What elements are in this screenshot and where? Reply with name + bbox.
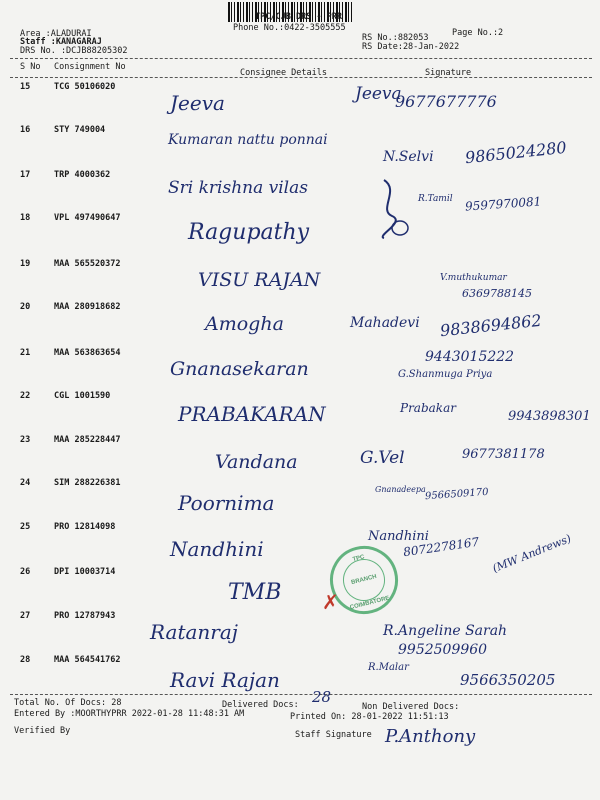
total-docs: Total No. Of Docs: 28: [14, 698, 122, 708]
consignee-name: Ravi Rajan: [170, 668, 280, 692]
header-rule: [10, 58, 592, 59]
row-sno: 21: [20, 348, 31, 358]
receiver-phone: 9943898301: [508, 409, 591, 424]
row-sno: 19: [20, 259, 31, 269]
row-sno: 20: [20, 302, 31, 312]
page-number: Page No.:2: [452, 28, 504, 38]
consignee-name: Jeeva: [170, 91, 225, 115]
row-consignment: PRO 12814098: [54, 522, 116, 532]
row-sno: 26: [20, 567, 31, 577]
verified-by: Verified By: [14, 726, 71, 736]
row-consignment: SIM 288226381: [54, 478, 121, 488]
receiver-signature: R.Malar: [368, 662, 409, 673]
receiver-phone: 9597970081: [464, 194, 542, 214]
row-sno: 16: [20, 125, 31, 135]
receiver-signature: Mahadevi: [350, 315, 420, 331]
col-sno: S No: [20, 62, 41, 72]
receiver-signature: Jeeva: [355, 84, 402, 104]
receiver-phone: 9677381178: [462, 447, 545, 462]
stamp-text: COIMBATORE: [349, 595, 391, 612]
receiver-phone: 8072278167: [402, 534, 480, 560]
signature-scribble: [370, 176, 412, 242]
consignee-name: Kumaran nattu ponnai: [168, 132, 328, 148]
receiver-phone: 9566350205: [460, 671, 556, 689]
receiver-phone: 9677677776: [395, 92, 497, 111]
stamp-text: TPC: [352, 554, 366, 564]
consignee-name: Nandhini: [170, 537, 264, 561]
receiver-signature: Gnanadeepa: [375, 485, 426, 494]
receiver-phone: 9865024280: [464, 137, 568, 168]
consignee-name: Ragupathy: [188, 220, 310, 245]
consignee-name: Amogha: [205, 313, 284, 335]
header-title: TPC/CJB DRS - PRR: [255, 12, 342, 22]
red-mark: ✗: [322, 590, 339, 614]
footer-rule: [10, 694, 592, 695]
row-consignment: MAA 564541762: [54, 655, 121, 665]
row-consignment: MAA 280918682: [54, 302, 121, 312]
area-label: Area :ALADURAI: [20, 29, 92, 39]
consignee-name: VISU RAJAN: [198, 269, 321, 291]
receiver-signature: V.muthukumar: [440, 273, 507, 283]
consignee-name: Sri krishna vilas: [168, 178, 308, 198]
staff-signature-label: Staff Signature: [295, 730, 372, 740]
printed-on: Printed On: 28-01-2022 11:51:13: [290, 712, 449, 722]
header-phone: Phone No.:0422-3505555: [233, 23, 346, 33]
receiver-signature: G.Vel: [360, 448, 405, 468]
row-sno: 18: [20, 213, 31, 223]
col-consignee: Consignee Details: [240, 68, 327, 78]
receiver-signature: R.Angeline Sarah: [383, 623, 508, 639]
receiver-signature: G.Shanmuga Priya: [398, 369, 493, 380]
consignee-name: Ratanraj: [150, 620, 238, 644]
receiver-signature: N.Selvi: [383, 149, 434, 165]
receiver-note: (MW Andrews): [490, 531, 573, 576]
consignee-name: Poornima: [178, 491, 275, 515]
row-sno: 25: [20, 522, 31, 532]
row-sno: 24: [20, 478, 31, 488]
columns-rule: [10, 77, 592, 78]
col-signature: Signature: [425, 68, 472, 78]
receiver-phone: 6369788145: [462, 287, 532, 300]
entered-by: Entered By :MOORTHYPRR 2022-01-28 11:48:31 AM: [14, 709, 245, 719]
row-sno: 22: [20, 391, 31, 401]
staff-signature: P.Anthony: [385, 726, 476, 747]
stamp-text: BRANCH: [350, 573, 378, 587]
col-consignment: Consignment No: [54, 62, 126, 72]
row-consignment: MAA 565520372: [54, 259, 121, 269]
receiver-phone: 9838694862: [439, 310, 543, 341]
receiver-signature: R.Tamil: [418, 194, 453, 204]
row-consignment: MAA 563863654: [54, 348, 121, 358]
delivered-docs-count: 28: [312, 688, 332, 706]
row-consignment: PRO 12787943: [54, 611, 116, 621]
consignee-name: PRABAKARAN: [178, 402, 326, 426]
rs-number: RS No.:882053: [362, 33, 429, 43]
delivered-docs-label: Delivered Docs:: [222, 700, 299, 710]
non-delivered-docs-label: Non Delivered Docs:: [362, 702, 460, 712]
row-consignment: TCG 50106020: [54, 82, 116, 92]
receiver-phone: 9566509170: [424, 486, 489, 503]
row-sno: 17: [20, 170, 31, 180]
consignee-name: Vandana: [215, 451, 298, 473]
row-consignment: CGL 1001590: [54, 391, 111, 401]
row-consignment: VPL 497490647: [54, 213, 121, 223]
rs-date: RS Date:28-Jan-2022: [362, 42, 460, 52]
drs-number: DRS No. :DCJB88205302: [20, 46, 128, 56]
row-sno: 23: [20, 435, 31, 445]
consignee-name: Gnanasekaran: [170, 358, 309, 380]
row-sno: 28: [20, 655, 31, 665]
staff-label: Staff :KANAGARAJ: [20, 37, 102, 47]
receiver-phone: 9952509960: [398, 642, 488, 658]
row-consignment: DPI 10003714: [54, 567, 116, 577]
row-sno: 15: [20, 82, 31, 92]
row-consignment: STY 749004: [54, 125, 106, 135]
row-consignment: MAA 285228447: [54, 435, 121, 445]
row-consignment: TRP 4000362: [54, 170, 111, 180]
row-sno: 27: [20, 611, 31, 621]
receiver-signature: Nandhini: [368, 529, 429, 544]
consignee-name: TMB: [228, 580, 282, 605]
receiver-signature: Prabakar: [400, 401, 456, 415]
receiver-phone: 9443015222: [425, 349, 515, 365]
